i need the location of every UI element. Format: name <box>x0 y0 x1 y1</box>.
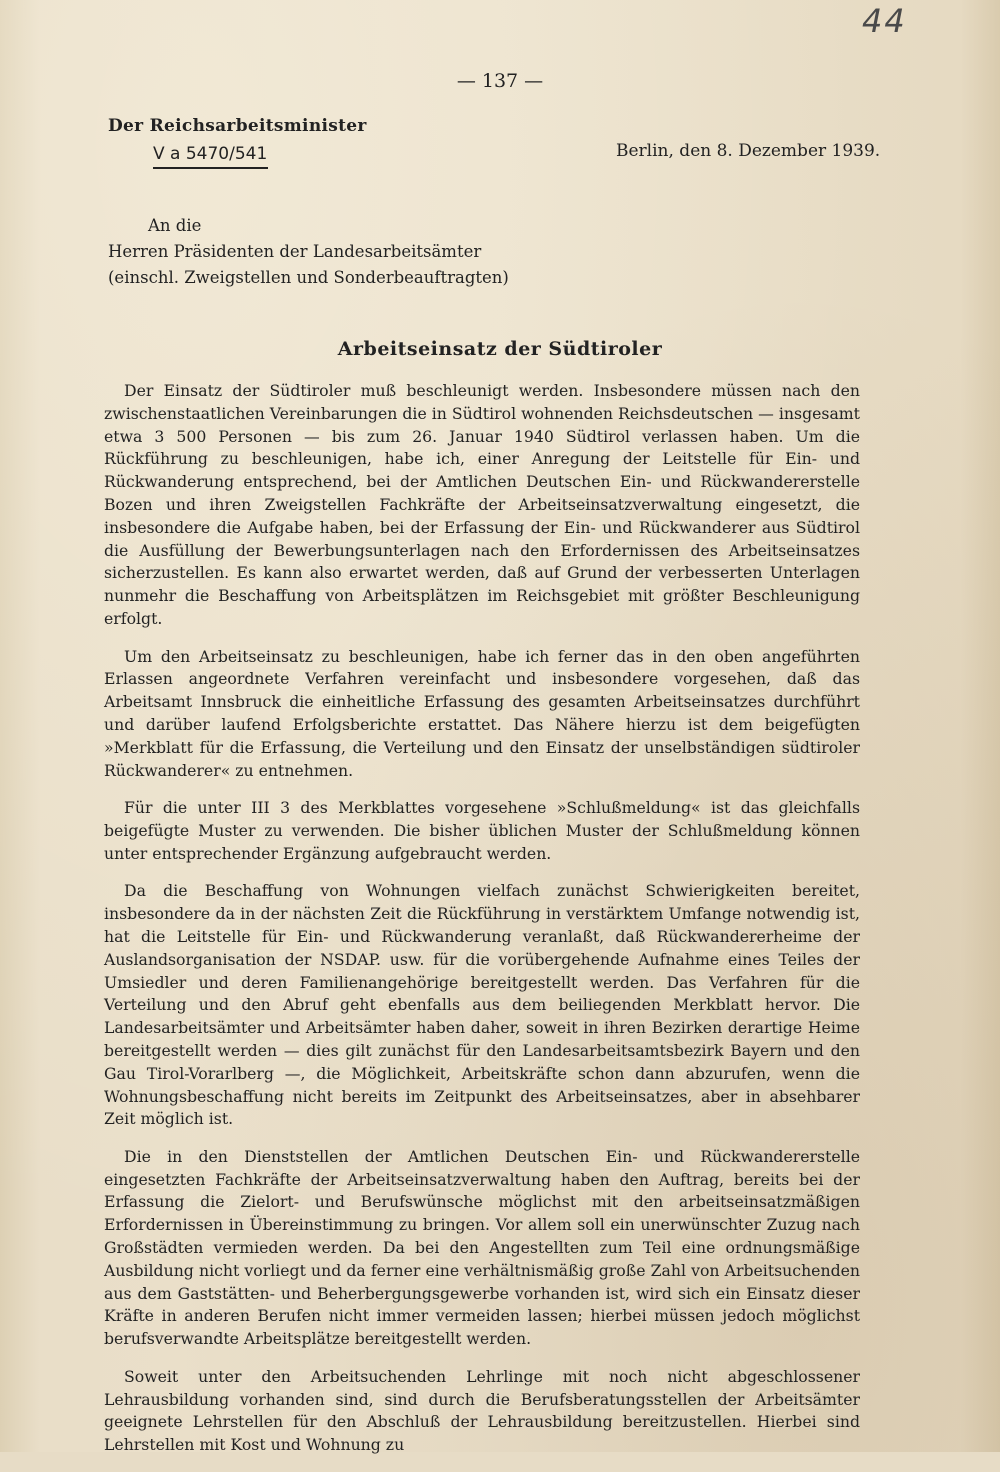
handwritten-page-annotation: 44 <box>862 2 907 40</box>
sender-authority: Der Reichsarbeitsminister <box>108 116 367 136</box>
place-and-date: Berlin, den 8. Dezember 1939. <box>616 141 881 161</box>
recipient-block <box>108 213 509 291</box>
recipient-line: (einschl. Zweigstellen und Sonderbeauftragten) <box>108 268 509 287</box>
page-number: — 137 — <box>456 70 544 92</box>
body-paragraph: Die in den Dienststellen der Amtlichen Deutschen Ein- und Rückwandererstelle eingesetzten Fachkräfte der Arbeitseinsatzverwaltung haben den Auftrag, bereits bei der Erfassung die Zielort- und Berufswünsche möglichst mit den arbeitseinsatzmäßigen Erfordernissen in Übereinstimmung zu bringen. Vor allem soll ein unerwünschter Zuzug nach Großstädten vermieden werden. Da bei den Angestellten zum Teil eine ordnungsmäßige Ausbildung nicht vorliegt und da ferner eine verhältnismäßig große Zahl von Arbeitsuchenden aus dem Gaststätten- und Beherbergungsgewerbe vorhanden ist, wird sich ein Einsatz dieser Kräfte in anderen Berufen nicht immer vermeiden lassen; hierbei müssen jedoch möglichst berufsverwandte Arbeitsplätze bereitgestellt werden. <box>104 1146 860 1349</box>
recipient-line: Herren Präsidenten der Landesarbeitsämter <box>108 242 482 261</box>
document-body <box>104 380 860 1472</box>
body-paragraph: Da die Beschaffung von Wohnungen vielfach zunächst Schwierigkeiten bereitet, insbesondere da in der nächsten Zeit die Rückführung in verstärktem Umfange notwendig ist, hat die Leitstelle für Ein- und Rückwanderung veranlaßt, daß Rückwandererheime der Auslandsorganisation der NSDAP. usw. für die vorübergehende Aufnahme eines Teiles der Umsiedler und deren Familienangehörige bereitgestellt werden. Das Verfahren für die Verteilung und den Abruf geht ebenfalls aus dem beiliegenden Merkblatt hervor. Die Landesarbeitsämter und Arbeitsämter haben daher, soweit in ihren Bezirken derartige Heime bereitgestellt werden — dies gilt zunächst für den Landesarbeitsamtsbezirk Bayern und den Gau Tirol-Vorarlberg —, die Möglichkeit, Arbeitskräfte schon dann abzurufen, wenn die Wohnungsbeschaffung nicht bereits im Zeitpunkt des Arbeitseinsatzes, aber in absehbarer Zeit möglich ist. <box>104 881 860 1129</box>
body-paragraph: Um den Arbeitseinsatz zu beschleunigen, habe ich ferner das in den oben angeführten Erlassen angeordnete Verfahren vereinfacht und insbesondere vorgesehen, daß das Arbeitsamt Innsbruck die einheitliche Erfassung des gesamten Arbeitseinsatzes durchführt und darüber laufend Erfolgsberichte erstattet. Das Nähere hierzu ist dem beigefügten »Merkblatt für die Erfassung, die Verteilung und den Einsatz der unselbständigen südtiroler Rückwanderer« zu entnehmen. <box>104 646 860 780</box>
recipient-line: An die <box>148 216 202 235</box>
body-paragraph: Soweit unter den Arbeitsuchenden Lehrlinge mit noch nicht abgeschlossener Lehrausbildung vorhanden sind, sind durch die Berufsberatungsstellen der Arbeitsämter geeignete Lehrstellen für den Abschluß der Lehrausbildung bereitzustellen. Hierbei sind Lehrstellen mit Kost und Wohnung zu <box>104 1366 860 1455</box>
body-paragraph: Der Einsatz der Südtiroler muß beschleunigt werden. Insbesondere müssen nach den zwischenstaatlichen Vereinbarungen die in Südtirol wohnenden Reichsdeutschen — insgesamt etwa 3 500 Personen — bis zum 26. Januar 1940 Südtirol verlassen haben. Um die Rückführung zu beschleunigen, habe ich, einer Anregung der Leitstelle für Ein- und Rückwanderung entsprechend, bei der Amtlichen Deutschen Ein- und Rückwandererstelle Bozen und ihren Zweigstellen Fachkräfte der Arbeitseinsatzverwaltung eingesetzt, die insbesondere die Aufgabe haben, bei der Erfassung der Ein- und Rückwanderer aus Südtirol die Ausfüllung der Bewerbungsunterlagen nach den Erfordernissen des Arbeitseinsatzes sicherzustellen. Es kann also erwartet werden, daß auf Grund der verbesserten Unterlagen nunmehr die Beschaffung von Arbeitsplätzen im Reichsgebiet mit größter Beschleunigung erfolgt. <box>104 381 860 628</box>
body-paragraph: Für die unter III 3 des Merkblattes vorgesehene »Schlußmeldung« ist das gleichfalls beigefügte Muster zu verwenden. Die bisher üblichen Muster der Schlußmeldung können unter entsprechender Ergänzung aufgebraucht werden. <box>104 798 860 863</box>
reference-number: V a 5470/541 <box>153 144 268 169</box>
document-title: Arbeitseinsatz der Südtiroler <box>337 338 663 360</box>
